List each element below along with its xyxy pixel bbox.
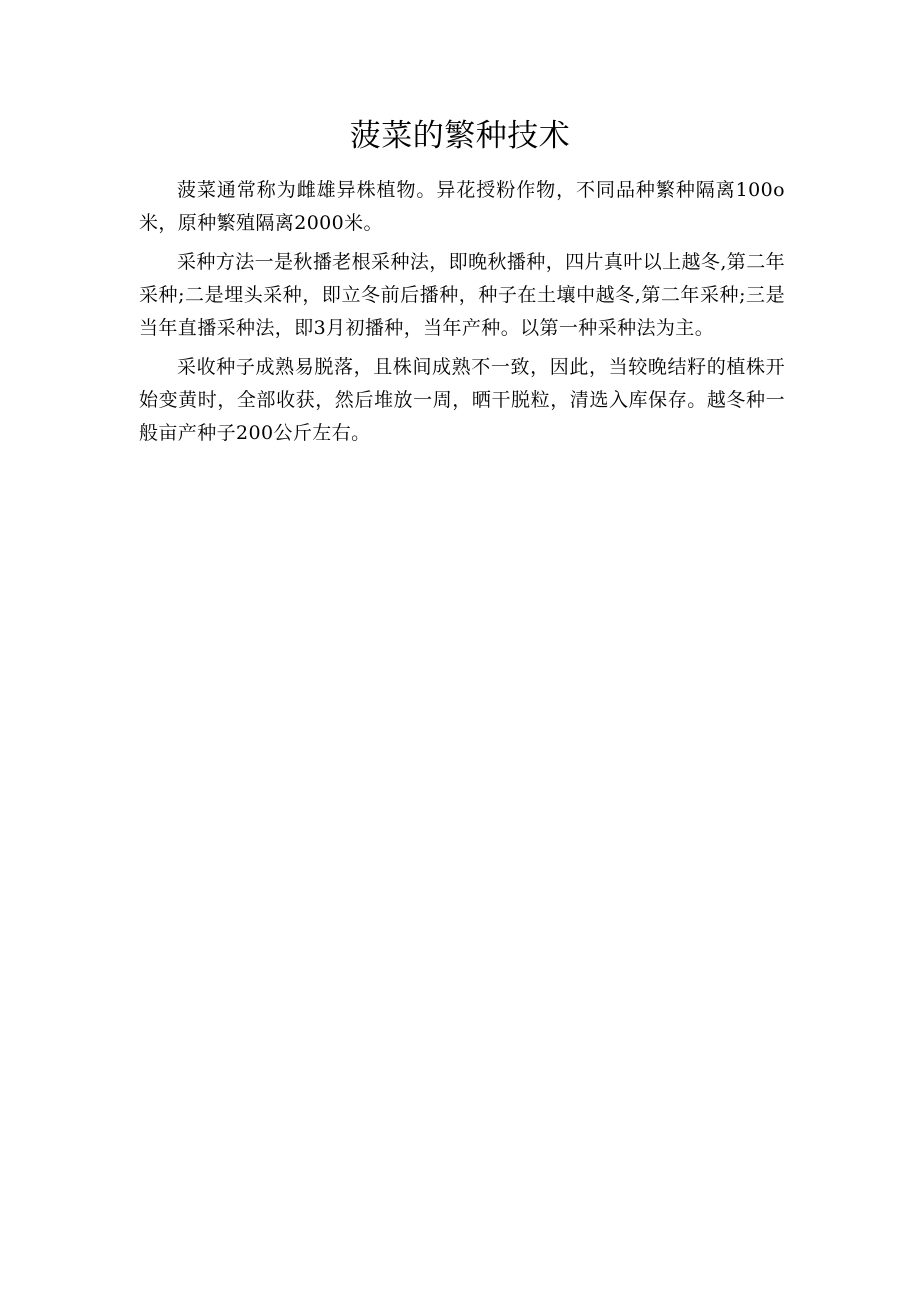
paragraph-harvest: 采收种子成熟易脱落，且株间成熟不一致，因此，当较晚结籽的植株开始变黄时，全部收获，然后堆放一周，晒干脱粒，清选入库保存。越冬种一般亩产种子200公斤左右。 — [139, 356, 785, 444]
document-title: 菠菜的繁种技术 — [349, 118, 571, 154]
document-body — [139, 174, 785, 456]
paragraph-seed-methods: 采种方法一是秋播老根采种法，即晚秋播种，四片真叶以上越冬,第二年采种;二是埋头采种，即立冬前后播种，种子在土壤中越冬,第二年采种;三是当年直播采种法，即3月初播种，当年产种。以第一种采种法为主。 — [139, 251, 785, 339]
paragraph-isolation: 菠菜通常称为雌雄异株植物。异花授粉作物，不同品种繁种隔离100o米，原种繁殖隔离2000米。 — [139, 179, 785, 234]
